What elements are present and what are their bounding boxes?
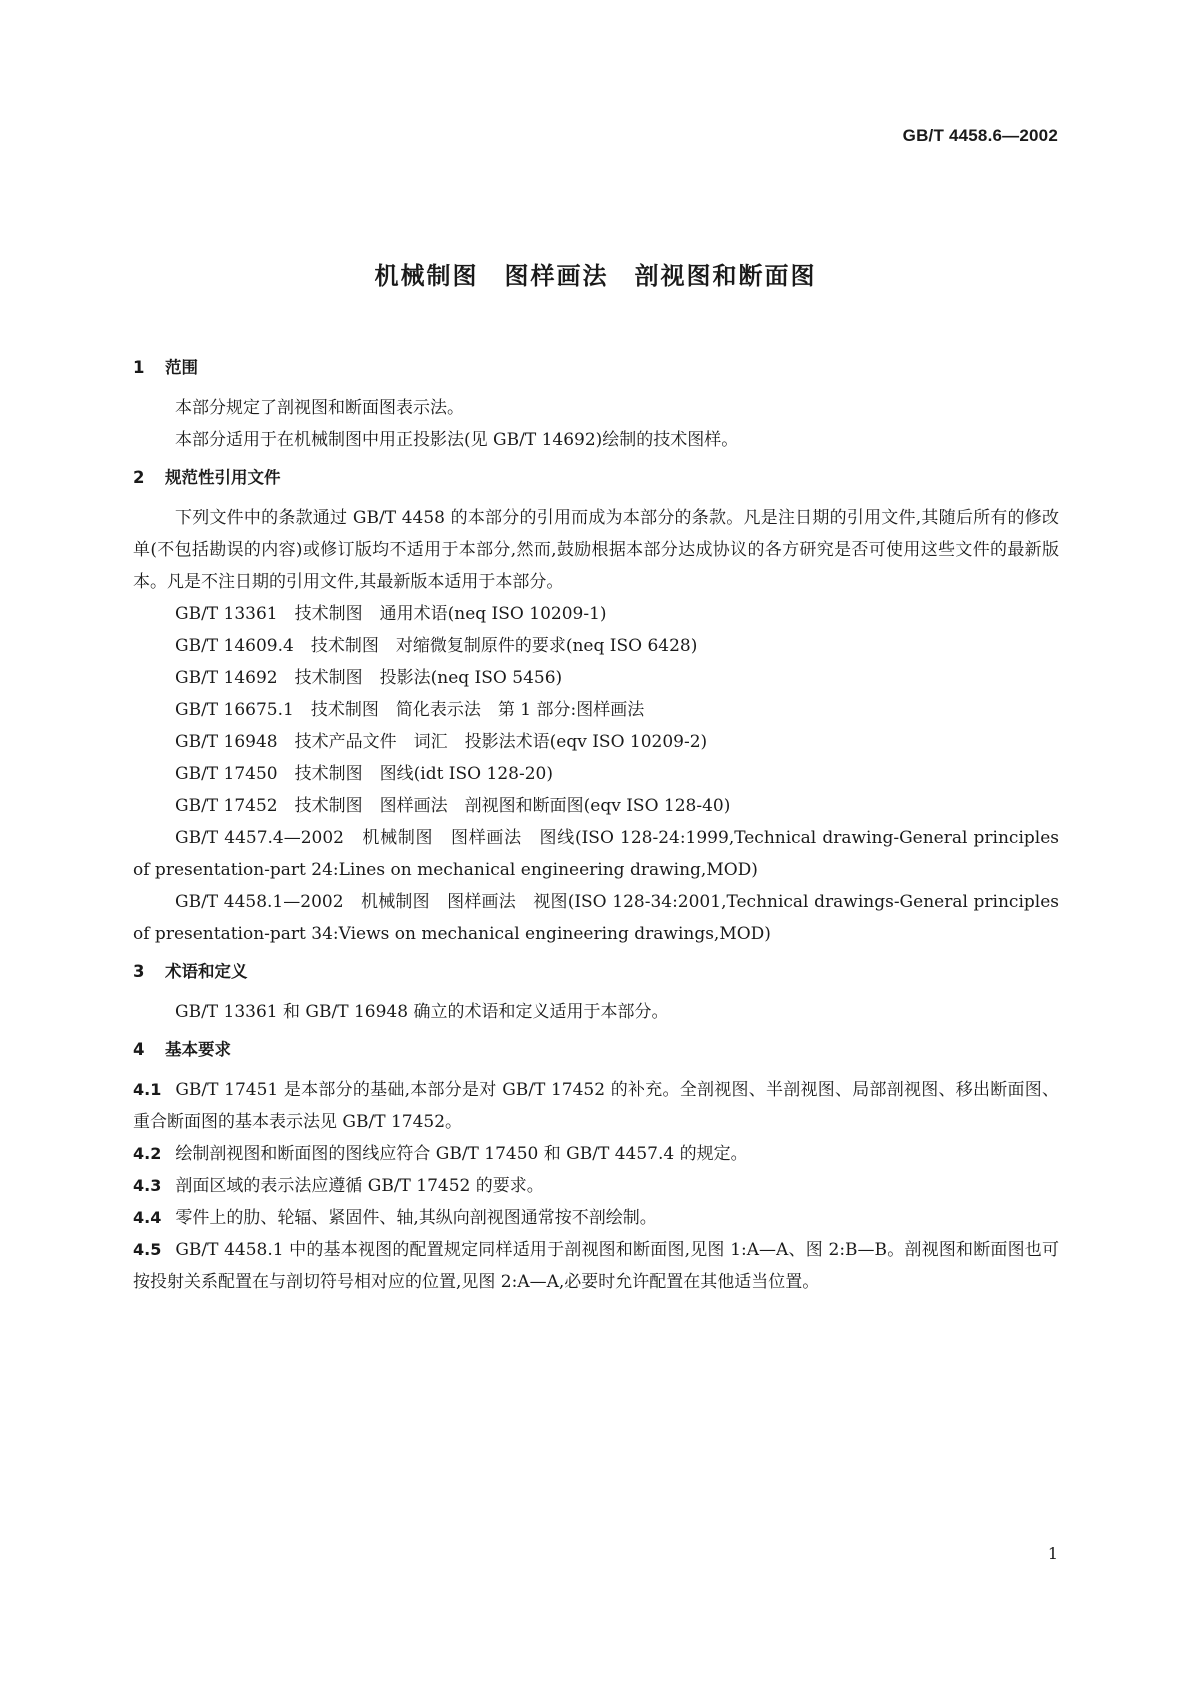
reference-item: GB/T 14692 技术制图 投影法(neq ISO 5456)	[175, 668, 563, 688]
document-body	[133, 352, 1059, 1304]
clause-text: 零件上的肋、轮辐、紧固件、轴,其纵向剖视图通常按不剖绘制。	[175, 1208, 657, 1228]
section-number: 4	[133, 1040, 145, 1059]
clause-number: 4.3	[133, 1176, 162, 1195]
section-heading-scope	[133, 352, 1059, 384]
standard-code: GB/T 4458.6—2002	[902, 126, 1058, 145]
section-title: 基本要求	[165, 1040, 231, 1059]
section-number: 2	[133, 468, 145, 487]
clause-number: 4.5	[133, 1240, 162, 1259]
reference-item: GB/T 16675.1 技术制图 简化表示法 第 1 部分:图样画法	[175, 700, 645, 720]
section-heading-terms	[133, 956, 1059, 988]
section-requirements	[133, 1034, 1059, 1298]
requirement-item	[133, 1138, 1059, 1170]
paragraph: 本部分规定了剖视图和断面图表示法。	[175, 398, 464, 418]
document-title: 机械制图 图样画法 剖视图和断面图	[374, 262, 817, 290]
section-heading-references	[133, 462, 1059, 494]
section-terms	[133, 956, 1059, 1028]
clause-text: GB/T 4458.1 中的基本视图的配置规定同样适用于剖视图和断面图,见图 1:A—A、图 2:B—B。剖视图和断面图也可按投射关系配置在与剖切符号相对应的位置,见图 2:A—A,必要时允许配置在其他适当位置。	[133, 1240, 1059, 1292]
section-number: 1	[133, 358, 145, 377]
section-scope	[133, 352, 1059, 456]
requirement-item	[133, 1170, 1059, 1202]
reference-item: GB/T 13361 技术制图 通用术语(neq ISO 10209-1)	[175, 604, 607, 624]
clause-number: 4.4	[133, 1208, 162, 1227]
paragraph: 下列文件中的条款通过 GB/T 4458 的本部分的引用而成为本部分的条款。凡是注日期的引用文件,其随后所有的修改单(不包括勘误的内容)或修订版均不适用于本部分,然而,鼓励根据本部分达成协议的各方研究是否可使用这些文件的最新版本。凡是不注日期的引用文件,其最新版本适用于本部分。	[133, 508, 1059, 592]
page-number: 1	[1047, 1544, 1058, 1563]
clause-text: 剖面区域的表示法应遵循 GB/T 17452 的要求。	[175, 1176, 544, 1196]
requirement-item	[133, 1234, 1059, 1298]
section-heading-requirements	[133, 1034, 1059, 1066]
paragraph: GB/T 13361 和 GB/T 16948 确立的术语和定义适用于本部分。	[175, 1002, 669, 1022]
clause-number: 4.2	[133, 1144, 162, 1163]
reference-item: GB/T 17452 技术制图 图样画法 剖视图和断面图(eqv ISO 128-40)	[175, 796, 731, 816]
clause-number: 4.1	[133, 1080, 162, 1099]
requirement-item	[133, 1074, 1059, 1138]
reference-item: GB/T 4457.4—2002 机械制图 图样画法 图线(ISO 128-24:1999,Technical drawing-General principles of presentation-part 24:Lines on mechanical engineering drawing,MOD)	[133, 828, 1059, 880]
reference-item: GB/T 4458.1—2002 机械制图 图样画法 视图(ISO 128-34:2001,Technical drawings-General principles of presentation-part 34:Views on mechanical engineering drawings,MOD)	[133, 892, 1059, 944]
reference-item: GB/T 14609.4 技术制图 对缩微复制原件的要求(neq ISO 6428)	[175, 636, 698, 656]
section-title: 术语和定义	[165, 962, 248, 981]
paragraph: 本部分适用于在机械制图中用正投影法(见 GB/T 14692)绘制的技术图样。	[175, 430, 739, 450]
clause-text: GB/T 17451 是本部分的基础,本部分是对 GB/T 17452 的补充。全剖视图、半剖视图、局部剖视图、移出断面图、重合断面图的基本表示法见 GB/T 17452。	[133, 1080, 1059, 1132]
section-number: 3	[133, 962, 145, 981]
section-title: 范围	[165, 358, 198, 377]
clause-text: 绘制剖视图和断面图的图线应符合 GB/T 17450 和 GB/T 4457.4 的规定。	[175, 1144, 748, 1164]
section-title: 规范性引用文件	[165, 468, 281, 487]
requirement-item	[133, 1202, 1059, 1234]
section-references	[133, 462, 1059, 950]
reference-item: GB/T 17450 技术制图 图线(idt ISO 128-20)	[175, 764, 553, 784]
reference-item: GB/T 16948 技术产品文件 词汇 投影法术语(eqv ISO 10209-2)	[175, 732, 708, 752]
